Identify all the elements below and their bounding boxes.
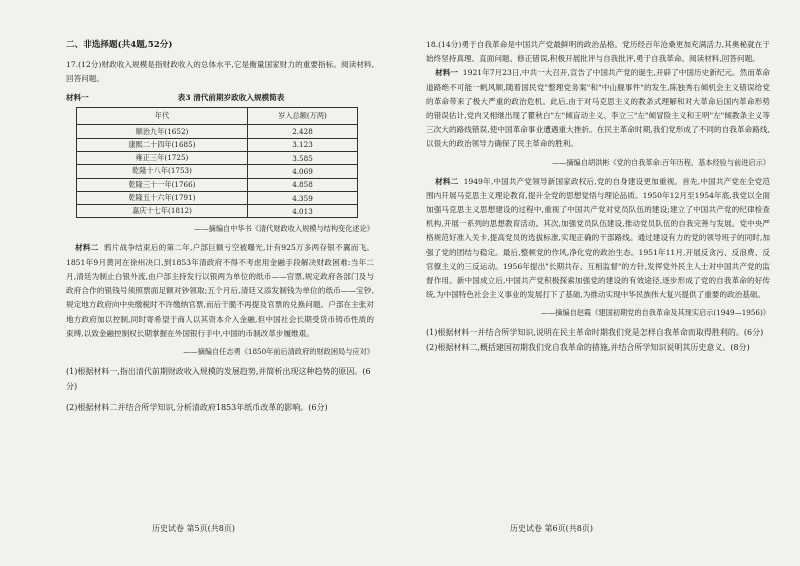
right-page bbox=[400, 0, 800, 566]
material-2-source: ——摘编自任志勇《1850年前后清政府的财政困局与应对》 bbox=[183, 346, 374, 356]
table-cell-revenue: 4.069 bbox=[248, 165, 358, 178]
material-2-text: 鸦片战争结束后的第二年,户部巨额亏空被曝光,计有925万多两存银不翼而飞。1851年9月黄河在徐州决口,到1853年清政府不得不考虑用金融手段解决财政困难:当年二月,清廷为制止白银外流,由户部主持发行以银两为单位的纸币——官票,规定政府各部门及与政府合作的银钱号须照票面足额对钞领取;五个月后,清廷又添发制钱为单位的纸币——宝钞,规定地方政府向中央缴税时不许缴纳官票,而后干脆不再提及官票的兑换问题。户部在主张对地方政府加以控制,同时寄希望于商人以其资本介入金融,但中国社会长期受货币铸币性质的束缚,以致金融控制权长期掌握在外国银行手中,中国的币制改革步履维艰。 bbox=[66, 243, 375, 338]
table-cell-year: 顺治九年(1652) bbox=[77, 125, 248, 138]
table-cell-year: 乾隆十八年(1753) bbox=[77, 165, 248, 178]
table-cell-revenue: 4.858 bbox=[248, 178, 358, 191]
table-row bbox=[77, 152, 358, 165]
table-row bbox=[77, 125, 358, 138]
table-cell-revenue: 3.585 bbox=[248, 152, 358, 165]
table-cell-year: 嘉庆十七年(1812) bbox=[77, 205, 248, 218]
section-title: 二、非选择题(共4题,52分) bbox=[66, 40, 173, 50]
table-caption-row bbox=[66, 92, 374, 103]
material-2-label: 材料二 bbox=[435, 176, 459, 186]
material-2-label: 材料二 bbox=[75, 243, 99, 253]
page-footer-right: 历史试卷 第6页(共8页) bbox=[510, 524, 593, 533]
table-row bbox=[77, 165, 358, 178]
material-2-paragraph bbox=[426, 175, 770, 303]
table-header-year: 年代 bbox=[77, 108, 248, 125]
question-18-1: (1)根据材料一并结合所学知识,说明在民主革命时期我们党是怎样自我革命而取得胜利的。(6分) bbox=[426, 328, 764, 338]
table-cell-revenue: 2.428 bbox=[248, 125, 358, 138]
table-row bbox=[77, 205, 358, 218]
material-1-label: 材料一 bbox=[66, 93, 89, 103]
material-2-text: 1949年,中国共产党领导新国家政权后,党的自身建设更加重视。首先,中国共产党在全党范围内开展马克思主义理论教育,提升全党的思想觉悟与理论品质。1950年12月至1954年底,我党以全面加强马克思主义思想建设的过程中,重视了中国共产党对党员队伍的建设;建立了中国共产党的纪律检查机构,开展一系列的思想教育活动。其次,加强党员队伍建设,推动党员队伍的自我完善与发展。党中央严格规范好准入关卡,提高党员的选拔标准,实现正确的干部路线。通过建设有力的党的领导班子的同时,加强了党的团结与稳定。最后,整顿党的作风,净化党的政治生态。1951年11月,开展反贪污、反浪费、反官僚主义的三反运动。1956年提出"长期共存、互相监督"的方针,发挥党外民主人士对中国共产党的监督作用。新中国成立后,中国共产党积极探索加强党的建设的有效途径,逐步形成了党的自我革命的好传统,为中国特色社会主义事业的发展打下了基础,为推动实现中华民族伟大复兴提供了重要的政治基础。 bbox=[426, 176, 770, 300]
table-cell-year: 乾隆五十六年(1791) bbox=[77, 191, 248, 204]
question-17-1: (1)根据材料一,指出清代前期财政收入规模的发展趋势,并简析出现这种趋势的原因。(6分) bbox=[66, 366, 371, 391]
table-cell-year: 乾隆三十一年(1766) bbox=[77, 178, 248, 191]
question-18-intro: 18.(14分)勇于自我革命是中国共产党最鲜明的政治品格。党历经百年沧桑更加充满活力,其奥秘就在于始终坚持真理、直面问题、修正错误,积极开展批评与自我批评,勇于自我革命。阅读材料,回答问题。 bbox=[426, 40, 770, 64]
table-row bbox=[77, 191, 358, 204]
revenue-table bbox=[76, 107, 358, 218]
question-17-2: (2)根据材料二并结合所学知识,分析清政府1853年纸币改革的影响。(6分) bbox=[66, 402, 328, 412]
table-cell-year: 康熙二十四年(1685) bbox=[77, 138, 248, 151]
table-caption: 表3 清代前期岁政收入规模简表 bbox=[177, 93, 285, 103]
material-1-label: 材料一 bbox=[435, 68, 458, 78]
material-1-paragraph bbox=[426, 66, 770, 151]
material-1-text: 1921年7月23日,中共一大召开,宣告了中国共产党的诞生,开辟了中国历史新纪元。然而革命道路绝不可能一帆风顺,随着国民党"整理党务案"和"中山舰事件"的发生,陈独秀右倾机会主义错误给党的革命带来了极大严重的政治危机。此后,由于对马克思主义的教条式理解和对大革命后国内革命形势的错误估计,党内又相继出现了瞿秋白"左"倾盲动主义、李立三"左"倾冒险主义和王明"左"倾教条主义等三次大的路线错误,使中国革命事业遭遇重大挫折。在民主革命时期,我们党形成了不同的自我革命路线,以很大的政治领导力确保了民主革命的胜利。 bbox=[426, 68, 771, 149]
table-header-row bbox=[77, 108, 358, 125]
question-18-2: (2)根据材料二,概括建国初期我们党自我革命的措施,并结合所学知识说明其历史意义。(8分) bbox=[426, 343, 750, 353]
question-17-intro: 17.(12分)财政收入规模是指财政收入的总体水平,它是衡量国家财力的重要指标。阅读材料,回答问题。 bbox=[66, 60, 374, 84]
table-cell-revenue: 4.359 bbox=[248, 191, 358, 204]
table-header-revenue: 岁入总额(万两) bbox=[248, 108, 358, 125]
material-1-source: ——摘编自中华书《清代财政收入规模与结构变化述论》 bbox=[194, 224, 374, 234]
table-cell-year: 雍正三年(1725) bbox=[77, 152, 248, 165]
table-row bbox=[77, 178, 358, 191]
table-row bbox=[77, 138, 358, 151]
material-2-paragraph bbox=[66, 241, 374, 340]
table-cell-revenue: 4.013 bbox=[248, 205, 358, 218]
material-2-source: ——摘编自赵霞《建国初期党的自我革命及其现实启示(1949—1956)》 bbox=[540, 308, 770, 318]
table-cell-revenue: 3.123 bbox=[248, 138, 358, 151]
material-1-source: ——摘编自胡洪彬《党的自我革命:百年历程、基本经验与前进启示》 bbox=[551, 157, 770, 167]
page-footer-left: 历史试卷 第5页(共8页) bbox=[152, 524, 235, 533]
